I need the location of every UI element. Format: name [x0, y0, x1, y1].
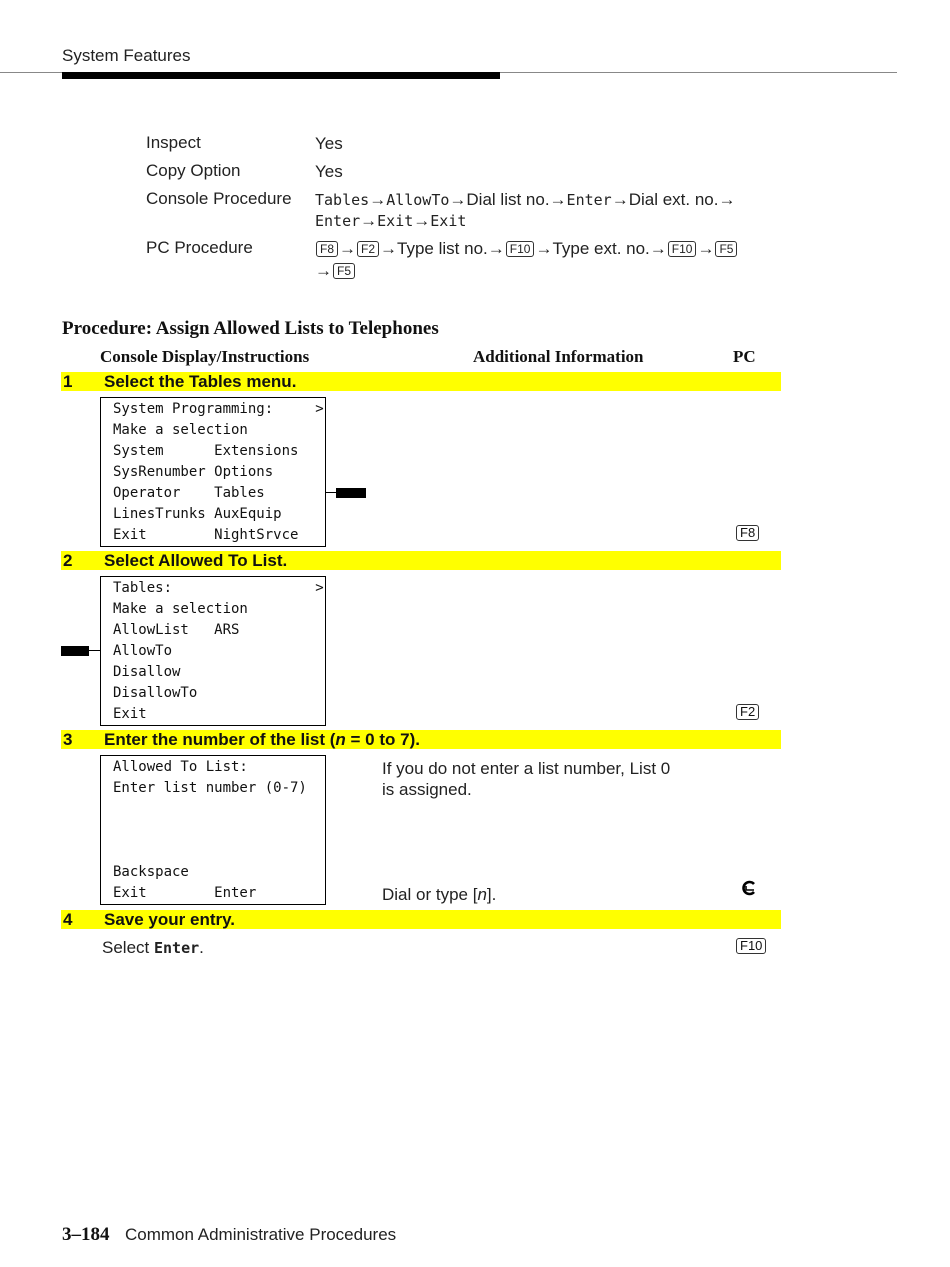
page-number: 3–184 — [62, 1224, 110, 1245]
screen-line: Enter list number (0-7) — [113, 780, 307, 796]
screen-line: System Extensions — [113, 443, 299, 459]
column-header-info: Additional Information — [473, 347, 644, 366]
info-text: is assigned. — [382, 780, 472, 799]
selection-pointer-icon — [336, 488, 366, 498]
step-1-bar — [61, 372, 781, 391]
f8-key-icon: F8 — [736, 525, 759, 541]
step-2-bar — [61, 551, 781, 570]
console-screen-tables — [100, 576, 326, 726]
f10-key-icon: F10 — [736, 938, 766, 954]
step-number: 4 — [63, 910, 73, 929]
step-number: 2 — [63, 551, 73, 570]
screen-line: Make a selection — [113, 422, 248, 438]
inspect-label: Inspect — [146, 133, 201, 152]
pc-key-f10 — [735, 938, 767, 956]
copy-option-value: Yes — [315, 162, 343, 181]
copy-option-label: Copy Option — [146, 161, 241, 180]
console-procedure-line-2: Enter→Exit→Exit — [315, 211, 467, 230]
column-header-pc: PC — [733, 347, 756, 366]
screen-line: AllowList ARS — [113, 622, 240, 638]
screen-line: LinesTrunks AuxEquip — [113, 506, 282, 522]
inspect-value: Yes — [315, 134, 343, 153]
f10-key-icon: F10 — [506, 241, 535, 257]
screen-line: Exit NightSrvce — [113, 527, 299, 543]
console-procedure-label: Console Procedure — [146, 189, 292, 208]
screen-line: Exit — [113, 706, 147, 722]
pc-procedure-line-1: F8 → F2 →Type list no.→ F10 →Type ext. no.→ F10 → F5 — [315, 238, 738, 259]
screen-line: Allowed To List: — [113, 759, 248, 775]
step-number: 1 — [63, 372, 73, 391]
pc-key-f2 — [735, 704, 760, 722]
info-text: If you do not enter a list number, List 0 — [382, 759, 671, 778]
screen-line: AllowTo — [113, 643, 173, 659]
step-3-bar — [61, 730, 781, 749]
step-instruction: Select the Tables menu. — [104, 372, 297, 391]
header-rule-thick — [62, 72, 500, 79]
f2-key-icon: F2 — [736, 704, 759, 720]
keyboard-return-icon — [741, 880, 757, 896]
f5-key-icon: F5 — [715, 241, 737, 257]
pointer-line — [89, 650, 100, 651]
running-header: System Features — [62, 46, 191, 65]
f10-key-icon: F10 — [668, 241, 697, 257]
console-screen-allowed-to-list — [100, 755, 326, 905]
console-procedure-line-1: Tables→AllowTo→Dial list no.→Enter→Dial ext. no.→ — [315, 190, 736, 209]
screen-line: Disallow — [113, 664, 181, 680]
step-4-bar — [61, 910, 781, 929]
pc-procedure-label: PC Procedure — [146, 238, 253, 257]
pc-procedure-line-2: → F5 — [315, 260, 356, 281]
screen-line: Exit Enter — [113, 885, 257, 901]
info-text: Dial or type [n]. — [382, 885, 497, 904]
selection-pointer-icon — [61, 646, 89, 656]
procedure-title: Procedure: Assign Allowed Lists to Telephones — [62, 318, 439, 339]
console-screen-tables-menu — [100, 397, 326, 547]
step-4-instruction: Select Enter. — [102, 938, 204, 957]
screen-line: SysRenumber Options — [113, 464, 274, 480]
screen-line: Backspace — [113, 864, 189, 880]
screen-line: Tables: > — [113, 580, 324, 596]
step-instruction: Save your entry. — [104, 910, 236, 929]
pc-key-f8 — [735, 525, 760, 543]
screen-line: Make a selection — [113, 601, 248, 617]
step-instruction: Select Allowed To List. — [104, 551, 288, 570]
step-instruction: Enter the number of the list (n = 0 to 7). — [104, 730, 420, 749]
step-number: 3 — [63, 730, 73, 749]
pointer-line — [326, 492, 336, 493]
f5-key-icon: F5 — [333, 263, 355, 279]
screen-line: Operator Tables — [113, 485, 265, 501]
f8-key-icon: F8 — [316, 241, 338, 257]
footer-section-title: Common Administrative Procedures — [125, 1225, 397, 1244]
screen-line: DisallowTo — [113, 685, 198, 701]
screen-line: System Programming: > — [113, 401, 324, 417]
column-header-console: Console Display/Instructions — [100, 347, 310, 366]
f2-key-icon: F2 — [357, 241, 379, 257]
